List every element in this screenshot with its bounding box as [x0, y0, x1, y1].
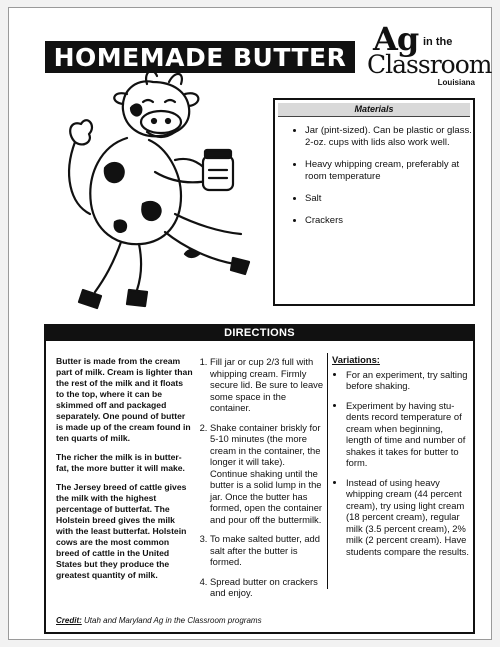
variation-item: • Instead of using heavy whipping cream (44 percent cream), try using light cream (18 percent cream), regular milk (3.5 percent cream), 2% milk (2 percent cream). Have students compare the results. [346, 477, 470, 558]
logo-ag: Ag [373, 20, 419, 58]
materials-item: • Crackers [305, 215, 473, 227]
materials-item: • Salt [305, 193, 473, 205]
logo-classroom: Classroom [367, 50, 492, 79]
credit-label: Credit: [56, 616, 82, 625]
directions-box [44, 324, 475, 634]
materials-item: • Jar (pint-sized). Can be plastic or glass. 2-oz. cups with lids also work well. [305, 125, 473, 149]
step-item: 2. Shake container briskly for 5-10 minutes (the more cream in the container, the longer it will take). Continue shaking until the butter is a solid lump in the jar. Once the butter has formed, open the container and pour off the buttermilk. [210, 422, 324, 526]
variation-item: • For an experiment, try salting before shaking. [346, 369, 470, 392]
materials-heading: Materials [278, 103, 470, 117]
variations-column [332, 354, 470, 565]
step-item: 4. Spread butter on crackers and enjoy. [210, 576, 324, 599]
intro-paragraph: Butter is made from the cream part of milk. Cream is lighter than the rest of the milk and it floats to the top, where it can be skimmed off and packaged separately. One pound of butter is made up of the cream found in ten quarts of milk. [56, 356, 193, 443]
steps-column [194, 356, 324, 607]
directions-heading: DIRECTIONS [46, 326, 473, 341]
intro-paragraph: The richer the milk is in butter-fat, the more butter it will make. [56, 452, 185, 473]
materials-list [275, 125, 473, 227]
steps-list [194, 356, 324, 599]
step-item: 1. Fill jar or cup 2/3 full with whipping cream. Firmly secure lid. Be sure to leave some space in the container. [210, 356, 324, 414]
variations-heading: Variations: [332, 354, 380, 365]
materials-box [273, 98, 475, 306]
cow-illustration [35, 64, 265, 312]
step-item: 3. To make salted butter, add salt after the butter is formed. [210, 533, 324, 568]
credit-text: Utah and Maryland Ag in the Classroom programs [84, 616, 262, 625]
credit-line [56, 616, 262, 625]
worksheet-page [8, 7, 492, 640]
intro-column [56, 356, 193, 589]
ag-in-the-classroom-logo [363, 20, 492, 88]
variations-list [332, 369, 470, 558]
variation-item: • Experiment by having stu-dents record temperature of cream when beginning, length of time and number of shakes it takes for butter to form. [346, 400, 470, 469]
logo-state: Louisiana [437, 78, 475, 87]
column-divider [327, 353, 328, 589]
materials-item: • Heavy whipping cream, preferably at room temperature [305, 159, 473, 183]
page-title: HOMEMADE BUTTER [45, 41, 355, 73]
logo-in-the: in the [423, 36, 453, 48]
intro-paragraph: The Jersey breed of cattle gives the milk with the highest percentage of butterfat. The Holstein breed gives the milk with the least butterfat. Holstein cows are the most common breed of cattle in the United States but they produce the greatest quantity of milk. [56, 482, 187, 580]
